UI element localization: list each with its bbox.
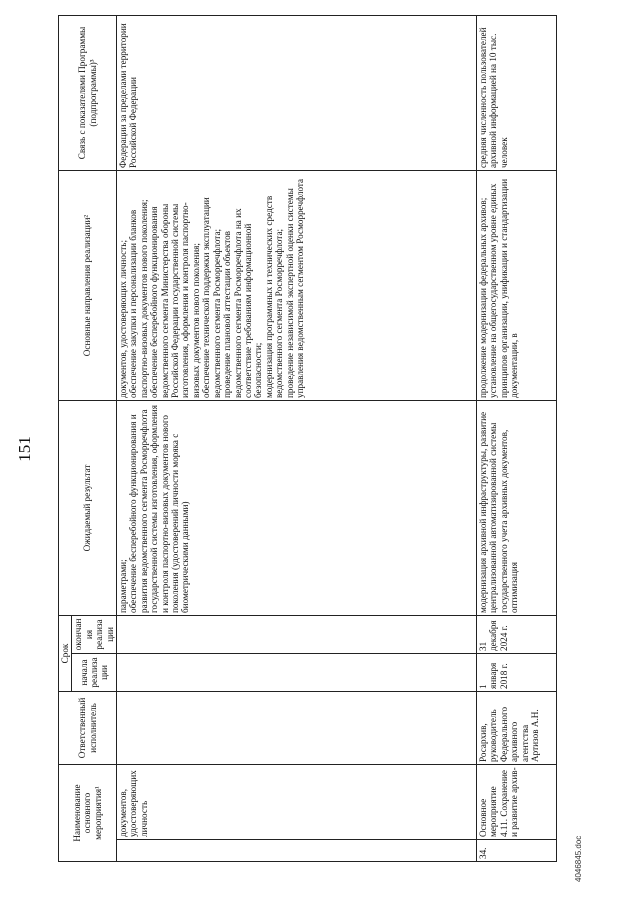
header-responsible: Ответственный исполнитель <box>59 692 117 765</box>
program-table <box>58 15 557 862</box>
cell-result: параметрами; обеспечение бесперебойного функционирования и развития ведомственного сегмента Росморречфлота государственной системы изготовления, оформления и контроля паспортно-визовых документов нового поколения (удостоверений личности моряка с биометрическими данными) <box>117 401 477 616</box>
footer-code: 4046845.doc <box>574 835 583 882</box>
cell-name: Основное мероприятие 4.11. Сохранение и развитие архив- <box>477 765 557 840</box>
header-term: Срок <box>59 616 72 692</box>
header-result: Ожидаемый результат <box>59 401 117 616</box>
cell-result: модернизация архивной инфраструктуры, развитие централизованной автоматизированной системы государственного учета архивных документов, оптимизация <box>477 401 557 616</box>
header-directions: Основные направления реализации² <box>59 171 117 401</box>
header-link: Связь с показателями Программы (подпрограммы)³ <box>59 16 117 171</box>
header-term-end: окончания реализации <box>72 616 117 654</box>
cell-start <box>117 654 477 692</box>
page-number: 151 <box>15 436 34 462</box>
cell-responsible <box>117 692 477 765</box>
cell-end: 31 декабря 2024 г. <box>477 616 557 654</box>
cell-directions: документов, удостоверяющих личность; обеспечение закупки и персонализации бланков паспортно-визовых документов нового поколения; обеспечение бесперебойного функционирования ведомственного сегмента Министерства обороны Российской Федерации государственной системы изготовления, оформления и контроля паспортно-визовых документов нового поколения; обеспечение технической поддержки эксплуатации ведомственного сегмента Росморречфлота; проведение плановой аттестации объектов ведомственного сегмента Росморречфлота на их соответствие требованиям информационной безопасности; модернизация программных и технических средств ведомственного сегмента Росморречфлота; проведение независимой экспертной оценки системы управления ведомственным сегментом Росморречфлота <box>117 171 477 401</box>
header-name: Наименование основного мероприятия¹ <box>59 765 117 862</box>
cell-end <box>117 616 477 654</box>
cell-link: Федерации за пределами территории Российской Федерации <box>117 16 477 171</box>
row-number: 34. <box>477 840 557 862</box>
table-row <box>117 16 477 862</box>
cell-link: средняя численность пользователей архивной информацией на 10 тыс. человек <box>477 16 557 171</box>
cell-responsible: Росархив, руководитель Федерального архивного агентства Артизов А.Н. <box>477 692 557 765</box>
cell-directions: продолжение модернизации федеральных архивов; установление на общегосударственном уровне единых принципов организации, унификации и стандартизации документации, в <box>477 171 557 401</box>
header-term-start: начала реализации <box>72 654 117 692</box>
cell-name: документов, удостоверяющих личность <box>117 765 477 840</box>
rotated-content <box>15 16 583 882</box>
table-row <box>477 16 557 862</box>
cell-start: 1 января 2018 г. <box>477 654 557 692</box>
header-row <box>59 16 72 862</box>
row-number <box>117 840 477 862</box>
